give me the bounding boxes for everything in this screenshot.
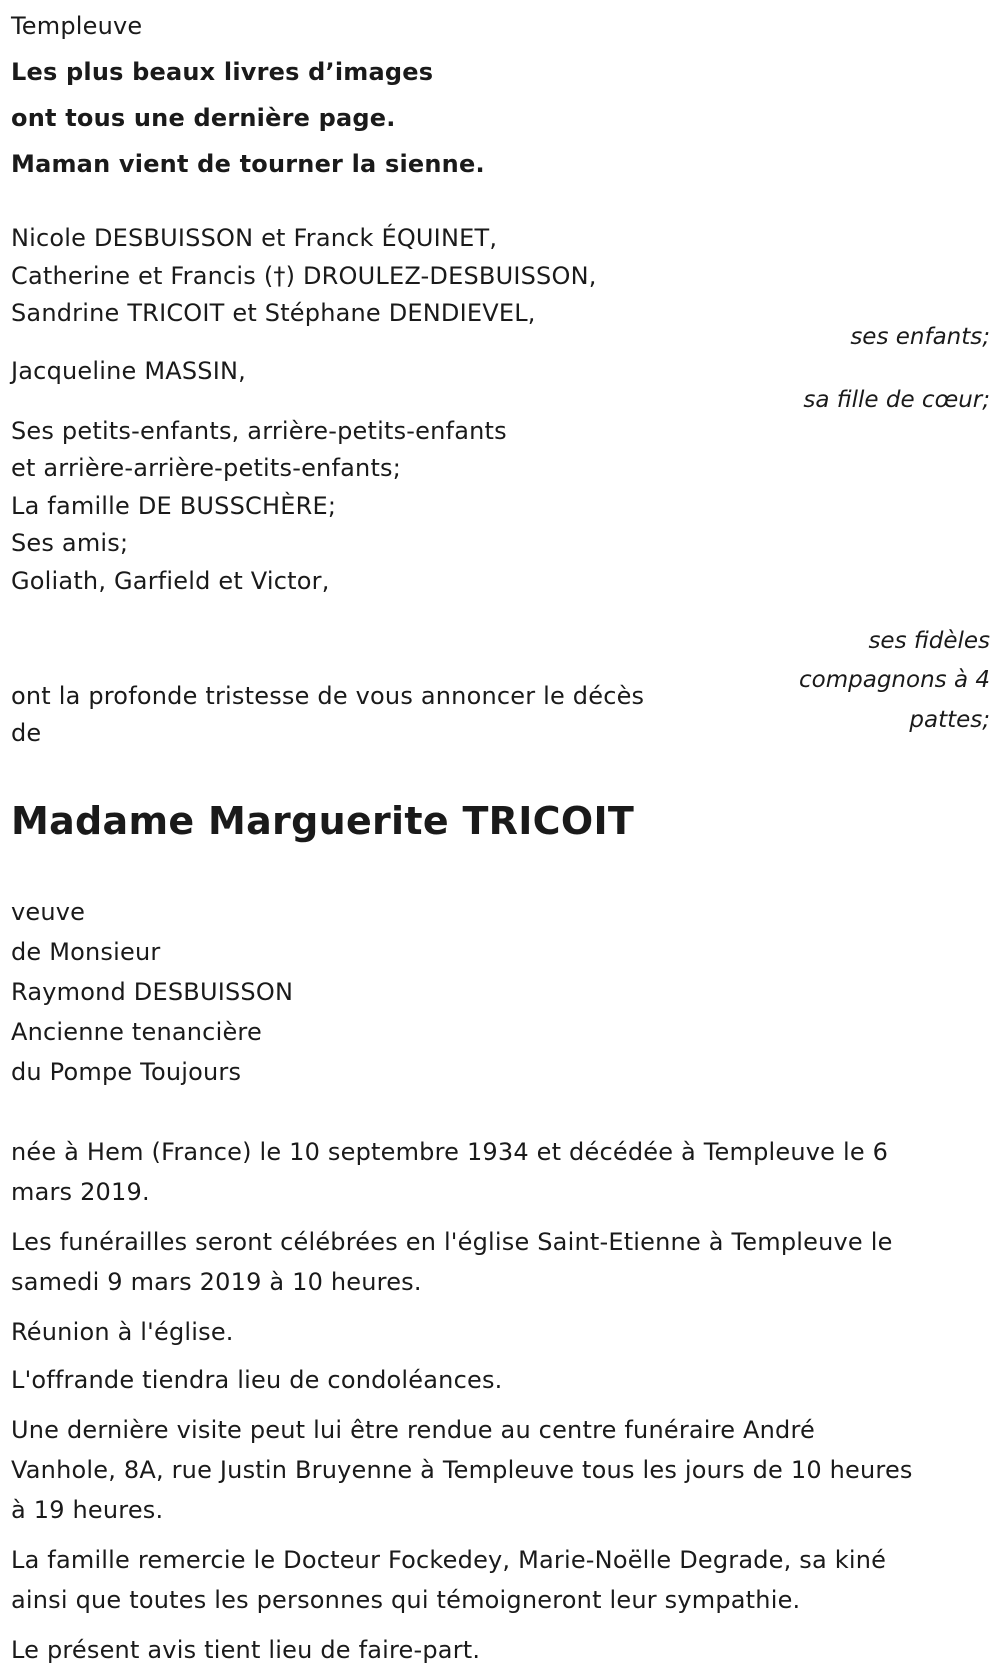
deceased-detail-1: veuve — [11, 898, 86, 926]
announcement-line-2: de — [11, 719, 42, 747]
announcement-line-1: ont la profonde tristesse de vous annoncer le décès — [11, 682, 645, 710]
family-line-5: Goliath, Garfield et Victor, — [11, 567, 330, 595]
poem-line-3: Maman vient de tourner la sienne. — [11, 150, 485, 178]
children-role: ses enfants; — [850, 324, 990, 350]
family-line-1: Ses petits-enfants, arrière-petits-enfants — [11, 417, 507, 445]
location: Templeuve — [11, 12, 143, 40]
meeting: Réunion à l'église. — [11, 1318, 234, 1346]
funeral-line-1: Les funérailles seront célébrées en l'église Saint-Etienne à Templeuve le — [11, 1228, 893, 1256]
family-line-4: Ses amis; — [11, 529, 129, 557]
birth-death-line-2: mars 2019. — [11, 1178, 150, 1206]
children-line-2: Catherine et Francis (†) DROULEZ-DESBUISSON, — [11, 262, 597, 290]
deceased-detail-3: Raymond DESBUISSON — [11, 978, 294, 1006]
pets-role-line-3: pattes; — [909, 707, 990, 733]
daughter-role: sa fille de cœur; — [803, 387, 990, 413]
birth-death-line-1: née à Hem (France) le 10 septembre 1934 et décédée à Templeuve le 6 — [11, 1138, 889, 1166]
children-line-3: Sandrine TRICOIT et Stéphane DENDIEVEL, — [11, 299, 536, 327]
visit-line-1: Une dernière visite peut lui être rendue au centre funéraire André — [11, 1416, 815, 1444]
offering: L'offrande tiendra lieu de condoléances. — [11, 1366, 503, 1394]
daughter-of-heart: Jacqueline MASSIN, — [11, 357, 246, 385]
children-line-1: Nicole DESBUISSON et Franck ÉQUINET, — [11, 224, 498, 252]
deceased-detail-4: Ancienne tenancière — [11, 1018, 262, 1046]
poem-line-1: Les plus beaux livres d’images — [11, 58, 434, 86]
deceased-detail-5: du Pompe Toujours — [11, 1058, 242, 1086]
thanks-line-1: La famille remercie le Docteur Fockedey, Marie-Noëlle Degrade, sa kiné — [11, 1546, 887, 1574]
funeral-line-2: samedi 9 mars 2019 à 10 heures. — [11, 1268, 422, 1296]
visit-line-2: Vanhole, 8A, rue Justin Bruyenne à Templeuve tous les jours de 10 heures — [11, 1456, 913, 1484]
poem-line-2: ont tous une dernière page. — [11, 104, 396, 132]
closing: Le présent avis tient lieu de faire-part. — [11, 1636, 481, 1664]
family-line-3: La famille DE BUSSCHÈRE; — [11, 492, 337, 520]
family-line-2: et arrière-arrière-petits-enfants; — [11, 454, 402, 482]
deceased-detail-2: de Monsieur — [11, 938, 161, 966]
pets-role-line-2: compagnons à 4 — [799, 667, 990, 693]
pets-role-line-1: ses fidèles — [868, 628, 990, 654]
thanks-line-2: ainsi que toutes les personnes qui témoigneront leur sympathie. — [11, 1586, 801, 1614]
deceased-name: Madame Marguerite TRICOIT — [11, 799, 635, 843]
visit-line-3: à 19 heures. — [11, 1496, 164, 1524]
